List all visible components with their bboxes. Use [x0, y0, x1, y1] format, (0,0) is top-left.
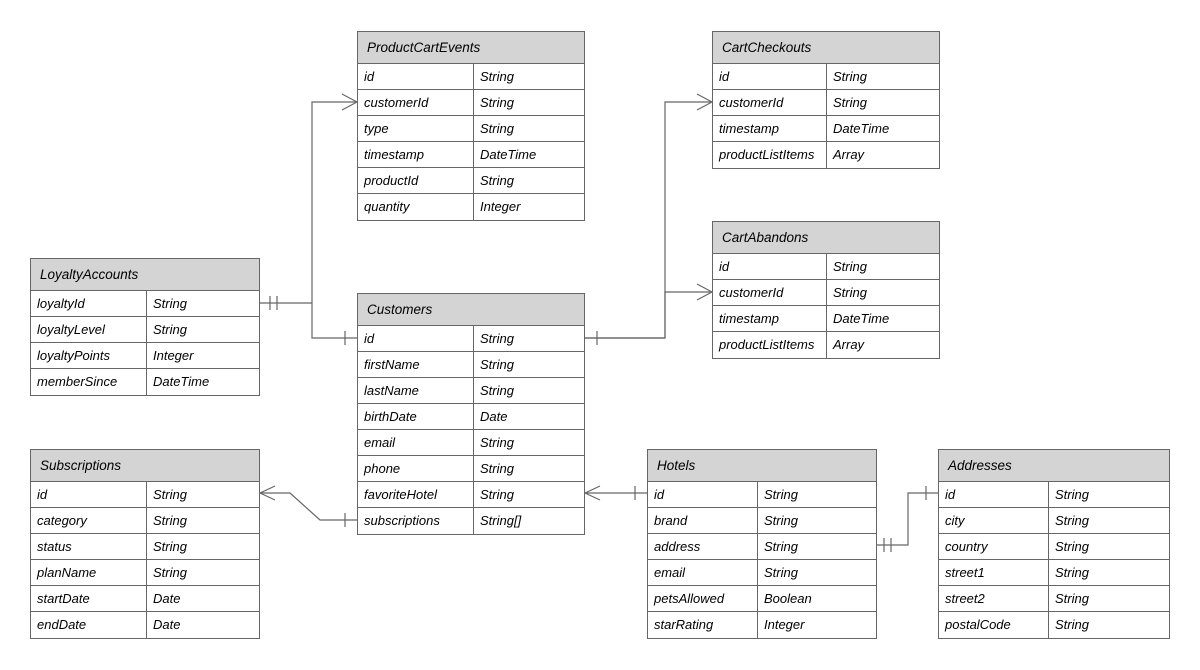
entity-field-row [358, 352, 584, 378]
connector-subscriptions-customers [260, 486, 357, 527]
field-name: birthDate [358, 404, 474, 429]
field-name: customerId [358, 90, 474, 115]
entity-field-row [713, 254, 939, 280]
entity-field-row [358, 430, 584, 456]
field-type: Boolean [764, 591, 812, 606]
field-type: String [764, 513, 798, 528]
field-name: quantity [358, 194, 474, 220]
entity-field-row [358, 404, 584, 430]
entity-field-row [358, 116, 584, 142]
field-name: phone [358, 456, 474, 481]
field-name: planName [31, 560, 147, 585]
entity-field-row [31, 612, 259, 638]
field-type: String [480, 487, 514, 502]
entity-title: CartAbandons [713, 222, 939, 254]
entity-field-row [713, 90, 939, 116]
entity-field-row [31, 560, 259, 586]
entity-title: ProductCartEvents [358, 32, 584, 64]
field-name: id [31, 482, 147, 507]
entity-field-row [713, 332, 939, 358]
entity-title: LoyaltyAccounts [31, 259, 259, 291]
field-type: Date [153, 591, 181, 606]
field-name: memberSince [31, 369, 147, 395]
entity-field-row [358, 326, 584, 352]
connector-loyaltyaccounts-customers [260, 296, 312, 310]
field-type: Array [833, 147, 865, 162]
entity-field-row [31, 508, 259, 534]
entity-field-row [358, 168, 584, 194]
connector-customers-cartcheckouts [585, 94, 712, 345]
entity-title: Hotels [648, 450, 876, 482]
field-type: String [480, 69, 514, 84]
entity-hotels[interactable] [647, 449, 877, 639]
entity-field-row [358, 90, 584, 116]
connector-customers-cartabandons [585, 284, 712, 338]
entity-field-row [713, 142, 939, 168]
field-name: loyaltyPoints [31, 343, 147, 368]
field-type: DateTime [480, 147, 537, 162]
field-type: String [480, 461, 514, 476]
field-name: id [648, 482, 758, 507]
field-type: String [1055, 487, 1089, 502]
connector-customers-productcartevents [312, 94, 357, 345]
entity-field-row [648, 560, 876, 586]
field-type: String [1055, 539, 1089, 554]
entity-field-row [31, 343, 259, 369]
entity-field-row [358, 64, 584, 90]
field-name: timestamp [358, 142, 474, 167]
field-type: String [153, 322, 187, 337]
field-name: postalCode [939, 612, 1049, 638]
field-name: endDate [31, 612, 147, 638]
entity-field-row [939, 586, 1169, 612]
field-type: DateTime [833, 121, 890, 136]
field-name: subscriptions [358, 508, 474, 534]
entity-field-row [648, 508, 876, 534]
entity-field-row [31, 482, 259, 508]
entity-productcartevents[interactable] [357, 31, 585, 221]
field-name: starRating [648, 612, 758, 638]
field-type: Date [480, 409, 508, 424]
entity-field-row [713, 306, 939, 332]
entity-field-row [648, 482, 876, 508]
field-name: id [713, 64, 827, 89]
field-type: String [833, 69, 867, 84]
field-name: firstName [358, 352, 474, 377]
field-type: String [153, 539, 187, 554]
field-type: Integer [764, 617, 805, 632]
entity-subscriptions[interactable] [30, 449, 260, 639]
entity-field-row [31, 291, 259, 317]
field-name: id [358, 64, 474, 89]
field-name: id [713, 254, 827, 279]
entity-field-row [358, 508, 584, 534]
field-name: customerId [713, 90, 827, 115]
field-name: customerId [713, 280, 827, 305]
field-type: String [764, 565, 798, 580]
field-type: DateTime [153, 374, 210, 389]
entity-field-row [713, 64, 939, 90]
entity-field-row [939, 612, 1169, 638]
entity-field-row [31, 586, 259, 612]
entity-title: Subscriptions [31, 450, 259, 482]
field-type: String [480, 435, 514, 450]
field-type: String [1055, 513, 1089, 528]
field-type: String [480, 383, 514, 398]
field-type: Integer [480, 199, 521, 214]
entity-field-row [939, 534, 1169, 560]
field-type: String [153, 513, 187, 528]
entity-field-row [358, 482, 584, 508]
field-type: String [1055, 617, 1089, 632]
field-type: String [153, 296, 187, 311]
field-type: String [833, 95, 867, 110]
entity-field-row [31, 369, 259, 395]
field-type: String [1055, 591, 1089, 606]
entity-title: Customers [358, 294, 584, 326]
field-name: email [648, 560, 758, 585]
entity-field-row [939, 508, 1169, 534]
field-name: timestamp [713, 306, 827, 331]
field-name: favoriteHotel [358, 482, 474, 507]
field-type: String [833, 259, 867, 274]
field-type: String [764, 539, 798, 554]
field-type: String [480, 173, 514, 188]
field-name: brand [648, 508, 758, 533]
field-name: startDate [31, 586, 147, 611]
entity-field-row [358, 456, 584, 482]
field-type: String [764, 487, 798, 502]
entity-field-row [939, 482, 1169, 508]
field-type: Integer [153, 348, 194, 363]
field-name: city [939, 508, 1049, 533]
field-name: category [31, 508, 147, 533]
field-type: String [480, 121, 514, 136]
field-name: productListItems [713, 332, 827, 358]
field-type: String [480, 357, 514, 372]
entity-field-row [939, 560, 1169, 586]
field-name: status [31, 534, 147, 559]
field-type: DateTime [833, 311, 890, 326]
entity-field-row [358, 378, 584, 404]
entity-field-row [648, 612, 876, 638]
field-name: petsAllowed [648, 586, 758, 611]
field-name: loyaltyId [31, 291, 147, 316]
field-type: String [1055, 565, 1089, 580]
field-name: type [358, 116, 474, 141]
field-name: id [358, 326, 474, 351]
field-name: id [939, 482, 1049, 507]
entity-title: CartCheckouts [713, 32, 939, 64]
entity-field-row [31, 317, 259, 343]
entity-loyaltyaccounts[interactable] [30, 258, 260, 396]
field-type: String [833, 285, 867, 300]
field-name: country [939, 534, 1049, 559]
field-name: timestamp [713, 116, 827, 141]
field-type: String[] [480, 513, 522, 528]
entity-cartcheckouts[interactable] [712, 31, 940, 169]
field-name: productListItems [713, 142, 827, 168]
connector-customers-hotels [585, 486, 647, 500]
entity-field-row [713, 116, 939, 142]
field-name: address [648, 534, 758, 559]
entity-title: Addresses [939, 450, 1169, 482]
field-name: productId [358, 168, 474, 193]
entity-customers[interactable] [357, 293, 585, 535]
entity-addresses[interactable] [938, 449, 1170, 639]
connector-hotels-addresses [877, 486, 938, 552]
field-name: loyaltyLevel [31, 317, 147, 342]
entity-field-row [358, 142, 584, 168]
field-type: String [153, 565, 187, 580]
entity-cartabandons[interactable] [712, 221, 940, 359]
field-name: street1 [939, 560, 1049, 585]
entity-field-row [648, 586, 876, 612]
field-name: lastName [358, 378, 474, 403]
entity-field-row [31, 534, 259, 560]
field-type: Array [833, 337, 865, 352]
field-type: String [480, 95, 514, 110]
entity-field-row [713, 280, 939, 306]
field-type: String [153, 487, 187, 502]
field-type: String [480, 331, 514, 346]
entity-field-row [648, 534, 876, 560]
field-type: Date [153, 617, 181, 632]
field-name: street2 [939, 586, 1049, 611]
field-name: email [358, 430, 474, 455]
entity-field-row [358, 194, 584, 220]
